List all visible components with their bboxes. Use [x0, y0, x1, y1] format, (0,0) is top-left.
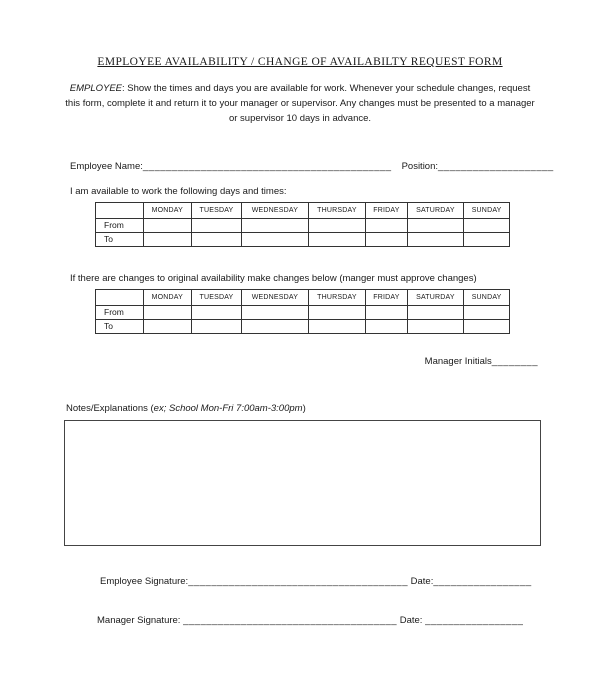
employee-signature-label: Employee Signature:: [100, 575, 189, 587]
time-cell[interactable]: [308, 218, 366, 232]
changes-intro: If there are changes to original availability make changes below (manger must approve changes): [70, 272, 477, 284]
time-cell[interactable]: [144, 218, 192, 232]
employee-name-label: Employee Name:: [70, 160, 143, 172]
employee-name-field[interactable]: ___________________________________________: [142, 160, 392, 172]
row-label-from: From: [96, 305, 144, 319]
time-cell[interactable]: [191, 218, 242, 232]
availability-intro: I am available to work the following days and times:: [70, 185, 287, 197]
manager-signature-field[interactable]: _____________________________________: [183, 614, 398, 626]
changes-table: [95, 289, 510, 334]
employee-name-row: [70, 161, 600, 172]
instructions-lead: EMPLOYEE: [69, 83, 123, 94]
row-label-to: To: [96, 319, 144, 333]
manager-date-field[interactable]: _________________: [425, 614, 524, 626]
day-header-thursday: THURSDAY: [308, 202, 366, 218]
time-cell[interactable]: [242, 305, 308, 319]
notes-label: Notes/Explanations (ex; School Mon-Fri 7:00am-3:00pm): [66, 402, 306, 414]
row-label-to: To: [96, 232, 144, 246]
day-header-monday: MONDAY: [144, 202, 192, 218]
time-cell[interactable]: [407, 218, 464, 232]
employee-signature-row: [100, 576, 600, 587]
corner-cell: [96, 202, 144, 218]
time-cell[interactable]: [308, 305, 366, 319]
manager-initials-label: Manager Initials: [424, 355, 492, 367]
manager-signature-label: Manager Signature:: [97, 614, 181, 626]
employee-signature-field[interactable]: ______________________________________: [188, 575, 408, 587]
time-cell[interactable]: [191, 305, 242, 319]
form-title: EMPLOYEE AVAILABILITY / CHANGE OF AVAILABILTY REQUEST FORM: [97, 56, 503, 68]
day-header-friday: FRIDAY: [366, 202, 407, 218]
day-header-wednesday: WEDNESDAY: [242, 202, 308, 218]
day-header-sunday: SUNDAY: [464, 289, 510, 305]
employee-date-label: Date:: [410, 575, 434, 587]
time-cell[interactable]: [407, 232, 464, 246]
day-header-tuesday: TUESDAY: [191, 202, 242, 218]
position-field[interactable]: ____________________: [438, 160, 554, 172]
time-cell[interactable]: [464, 218, 510, 232]
time-cell[interactable]: [191, 319, 242, 333]
notes-example: ex; School Mon-Fri 7:00am-3:00pm: [153, 402, 303, 414]
time-cell[interactable]: [308, 232, 366, 246]
time-cell[interactable]: [144, 319, 192, 333]
time-cell[interactable]: [242, 218, 308, 232]
day-header-tuesday: TUESDAY: [191, 289, 242, 305]
day-header-thursday: THURSDAY: [308, 289, 366, 305]
time-cell[interactable]: [366, 319, 407, 333]
manager-initials-field[interactable]: ________: [491, 355, 538, 367]
availability-table: [95, 202, 510, 247]
row-label-from: From: [96, 218, 144, 232]
corner-cell: [96, 289, 144, 305]
time-cell[interactable]: [144, 232, 192, 246]
day-header-friday: FRIDAY: [366, 289, 407, 305]
time-cell[interactable]: [407, 305, 464, 319]
time-cell[interactable]: [242, 232, 308, 246]
day-header-monday: MONDAY: [144, 289, 192, 305]
manager-date-label: Date:: [399, 614, 423, 626]
time-cell[interactable]: [366, 218, 407, 232]
position-label: Position:: [401, 160, 439, 172]
manager-initials-row: [0, 356, 538, 367]
time-cell[interactable]: [242, 319, 308, 333]
instructions-body: : Show the times and days you are available for work. Whenever your schedule changes, request this form, complete it and return it to your manager or supervisor. Any changes must be presented to a manager or supervisor 10 days in advance.: [65, 83, 535, 125]
time-cell[interactable]: [366, 305, 407, 319]
employee-date-field[interactable]: _________________: [433, 575, 532, 587]
time-cell[interactable]: [464, 305, 510, 319]
time-cell[interactable]: [308, 319, 366, 333]
time-cell[interactable]: [407, 319, 464, 333]
day-header-sunday: SUNDAY: [464, 202, 510, 218]
notes-box[interactable]: [64, 420, 541, 546]
instructions-text: [65, 81, 535, 127]
time-cell[interactable]: [464, 319, 510, 333]
day-header-saturday: SATURDAY: [407, 202, 464, 218]
time-cell[interactable]: [464, 232, 510, 246]
manager-signature-row: [97, 615, 600, 626]
time-cell[interactable]: [366, 232, 407, 246]
day-header-saturday: SATURDAY: [407, 289, 464, 305]
time-cell[interactable]: [191, 232, 242, 246]
time-cell[interactable]: [144, 305, 192, 319]
day-header-wednesday: WEDNESDAY: [242, 289, 308, 305]
